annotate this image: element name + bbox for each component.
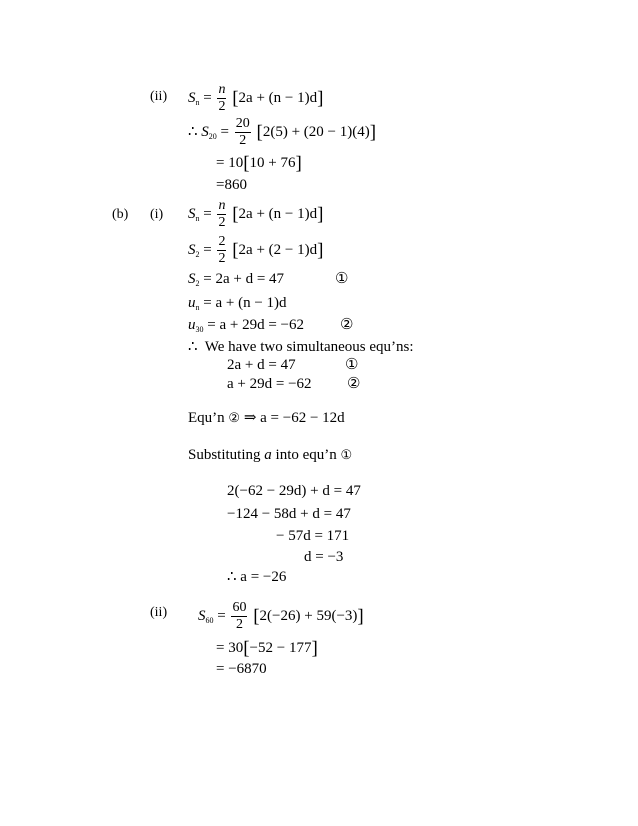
circled-two-marker: ② <box>340 317 354 333</box>
circled-two-eq2: ② <box>347 376 361 392</box>
equation-sn-formula-b: $S_n$ = $\frac{n}{2}$ [2a + (n − 1)d] <box>188 198 324 230</box>
solve-step-5: ∴ a = −26 <box>227 569 287 585</box>
substituting-line: Substituting a into equ’n ① <box>188 447 353 463</box>
equation-final: = −6870 <box>216 661 267 677</box>
solve-step-1: 2(−62 − 29d) + d = 47 <box>227 483 361 499</box>
equation-s2-value: $S_2 = 2a + d = 47$ <box>188 271 285 288</box>
solve-step-4: d = −3 <box>304 549 344 565</box>
circled-one-marker: ① <box>335 271 349 287</box>
equation-u30: $u_{30} = a + 29d = -62$ <box>188 317 304 334</box>
simultaneous-intro: ∴ We have two simultaneous equ’ns: <box>188 339 414 355</box>
simultaneous-eq2: a + 29d = −62 <box>227 376 312 392</box>
solve-step-3: − 57d = 171 <box>276 528 350 544</box>
equation-s20: ∴ $S_{20}$ = $\frac{20}{2}$ [2(5) + (20 − 1)(4)] <box>188 116 377 148</box>
equation-860: =860 <box>216 177 247 193</box>
label-part-b: (b) <box>112 207 129 222</box>
equation-un: $u_n = a + (n - 1)d$ <box>188 295 287 312</box>
solve-step-2: −124 − 58d + d = 47 <box>227 506 351 522</box>
equation-s2-formula: $S_2$ = $\frac{2}{2}$ [2a + (2 − 1)d] <box>188 234 324 266</box>
label-part-b-i: (i) <box>150 207 164 222</box>
equation-sn-formula: $S_n$ = $\frac{n}{2}$ [2a + (n − 1)d] <box>188 82 324 114</box>
simultaneous-eq1: 2a + d = 47 <box>227 357 296 373</box>
label-part-ii: (ii) <box>150 89 168 104</box>
equation-30-bracket: = 30[−52 − 177] <box>216 638 318 659</box>
equation-s60: $S_{60}$ = $\frac{60}{2}$ [2(−26) + 59(−3)] <box>198 600 364 632</box>
circled-one-eq1: ① <box>345 357 359 373</box>
equation-10-bracket: = 10[10 + 76] <box>216 153 302 174</box>
label-part-b-ii: (ii) <box>150 605 168 620</box>
equn2-rearranged: Equ’n ② ⇒ a = −62 − 12d <box>188 410 345 426</box>
